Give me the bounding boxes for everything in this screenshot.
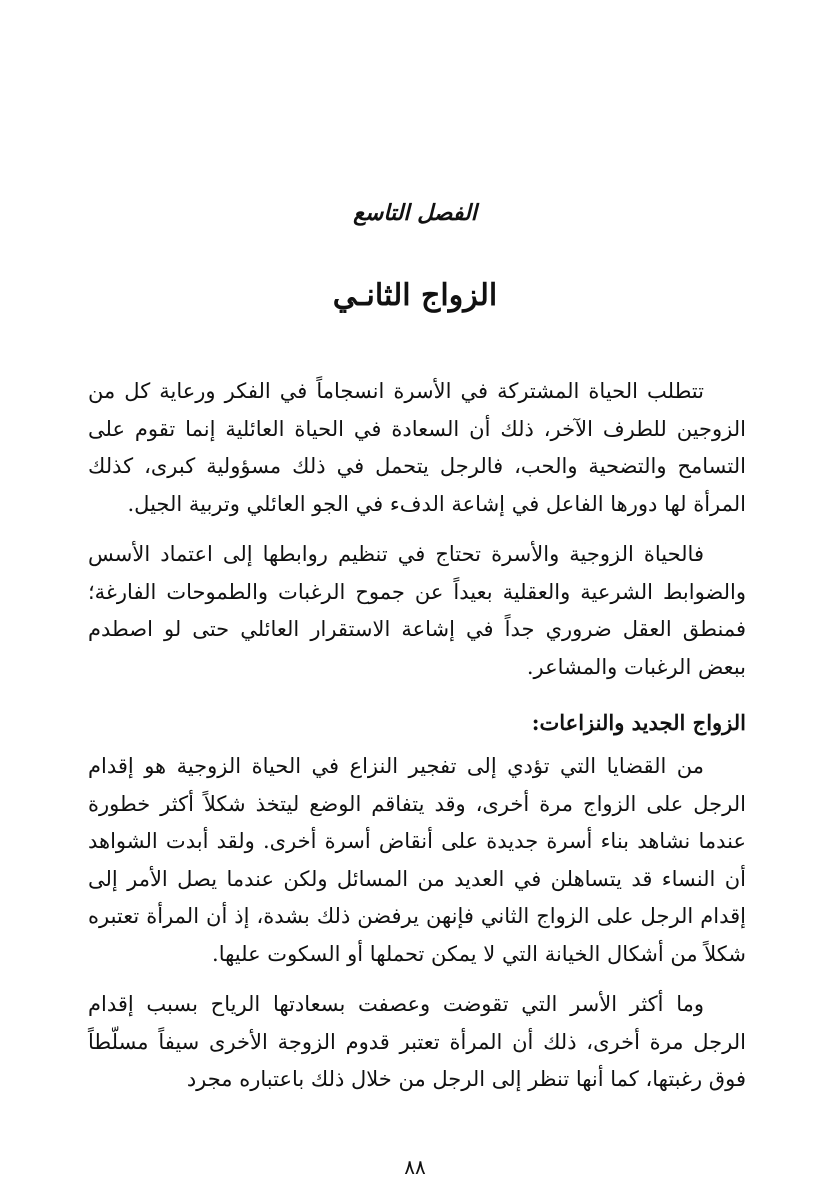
chapter-label: الفصل التاسع: [353, 200, 477, 226]
section-paragraph-2: وما أكثر الأسر التي تقوضت وعصفت بسعادتها الرياح بسبب إقدام الرجل مرة أخرى، ذلك أن المرأة تعتبر قدوم الزوجة الأخرى سيفاً مسلّطاً فوق رغبتها، كما أنها تنظر إلى الرجل من خلال ذلك باعتباره مجرد: [88, 992, 746, 1091]
paragraph-2: فالحياة الزوجية والأسرة تحتاج في تنظيم روابطها إلى اعتماد الأسس والضوابط الشرعية والعقلية بعيداً عن جموح الرغبات والطموحات الفارغة؛ فمنطق العقل ضروري جداً في إشاعة الاستقرار العائلي حتى لو اصطدم ببعض الرغبات والمشاعر.: [88, 542, 746, 679]
paragraph-1: تتطلب الحياة المشتركة في الأسرة انسجاماً في الفكر ورعاية كل من الزوجين للطرف الآخر، ذلك أن السعادة في الحياة العائلية إنما تقوم على التسامح والتضحية والحب، فالرجل يتحمل في ذلك مسؤولية كبرى، كذلك المرأة لها دورها الفاعل في إشاعة الدفء في الجو العائلي وتربية الجيل.: [88, 379, 746, 516]
section-paragraph-1: من القضايا التي تؤدي إلى تفجير النزاع في الحياة الزوجية هو إقدام الرجل على الزواج مرة أخرى، وقد يتفاقم الوضع ليتخذ شكلاً أكثر خطورة عندما نشاهد بناء أسرة جديدة على أنقاض أسرة أخرى. ولقد أبدت الشواهد أن النساء قد يتساهلن في العديد من المسائل ولكن عندما يصل الأمر إلى إقدام الرجل على الزواج الثاني فإنهن يرفضن ذلك بشدة، إذ أن المرأة تعتبره شكلاً من أشكال الخيانة التي لا يمكن تحملها أو السكوت عليها.: [88, 754, 746, 966]
page-number: ٨٨: [404, 1155, 426, 1179]
page-body: [88, 373, 746, 1099]
section-heading: الزواج الجديد والنزاعات:: [531, 710, 746, 735]
chapter-title: الزواج الثانـي: [332, 278, 498, 313]
